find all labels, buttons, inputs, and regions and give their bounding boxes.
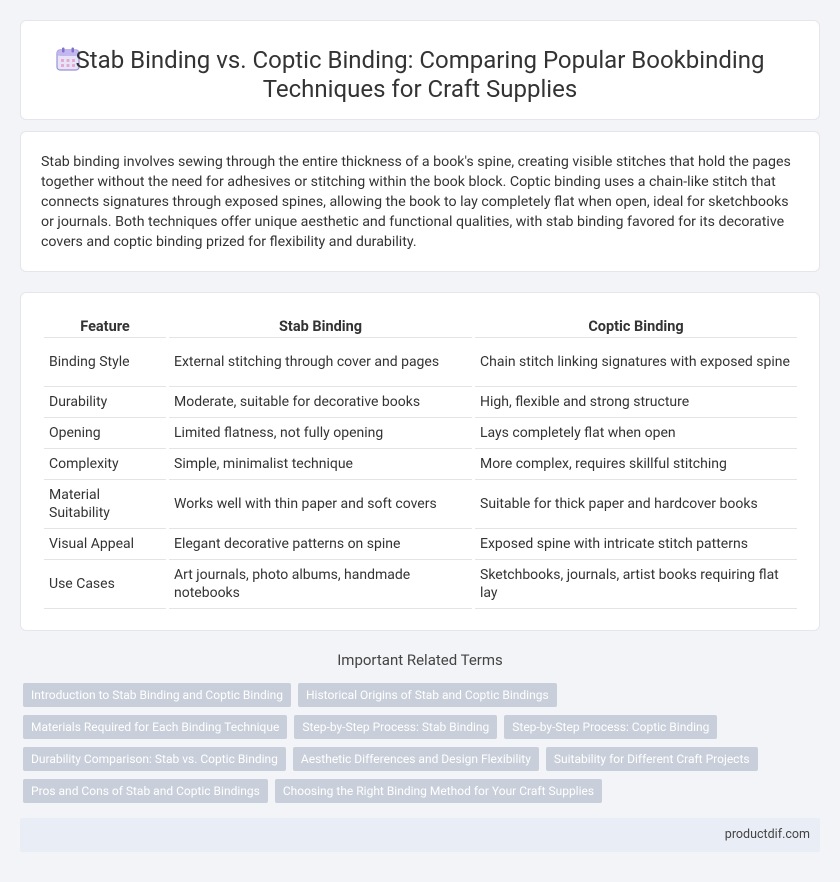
related-term-tag[interactable]: Introduction to Stab Binding and Coptic Binding <box>23 683 291 707</box>
table-cell-feature: Durability <box>44 387 166 418</box>
footer-bar <box>20 818 820 852</box>
header-feature: Feature <box>44 313 166 338</box>
related-term-tag[interactable]: Pros and Cons of Stab and Coptic Bindings <box>23 779 268 803</box>
page-title-line-1: Stab Binding vs. Coptic Binding: Comparing Popular Bookbinding <box>75 46 765 74</box>
table-cell-stab: Elegant decorative patterns on spine <box>169 529 472 560</box>
related-terms-list <box>23 683 813 811</box>
table-cell-coptic: Chain stitch linking signatures with exposed spine <box>475 338 797 387</box>
intro-paragraph: Stab binding involves sewing through the entire thickness of a book's spine, creating visible stitches that hold the pages together without the need for adhesives or stitching within the book block. Coptic binding uses a chain-like stitch that connects signatures through exposed spines, allowing the book to lay completely flat when open, ideal for sketchbooks or journals. Both techniques offer unique aesthetic and functional qualities, with stab binding favored for its decorative covers and coptic binding prized for flexibility and durability. <box>41 154 791 250</box>
table-header-row <box>44 313 797 338</box>
table-cell-coptic: Suitable for thick paper and hardcover books <box>475 480 797 529</box>
table-cell-stab: Simple, minimalist technique <box>169 449 472 480</box>
page-title <box>21 46 819 104</box>
table-row <box>44 449 797 480</box>
table-cell-stab: External stitching through cover and pages <box>169 338 472 387</box>
table-cell-stab: Limited flatness, not fully opening <box>169 418 472 449</box>
table-cell-feature: Binding Style <box>44 338 166 387</box>
table-cell-stab: Moderate, suitable for decorative books <box>169 387 472 418</box>
header-stab-binding: Stab Binding <box>169 313 472 338</box>
page-title-line-2: Techniques for Craft Supplies <box>262 75 578 103</box>
comparison-table <box>41 313 800 609</box>
related-term-tag[interactable]: Aesthetic Differences and Design Flexibility <box>293 747 539 771</box>
header-card <box>20 20 820 120</box>
related-term-tag[interactable]: Step-by-Step Process: Coptic Binding <box>504 715 717 739</box>
table-row <box>44 418 797 449</box>
table-row <box>44 529 797 560</box>
table-cell-feature: Complexity <box>44 449 166 480</box>
table-cell-coptic: More complex, requires skillful stitching <box>475 449 797 480</box>
related-term-tag[interactable]: Durability Comparison: Stab vs. Coptic Binding <box>23 747 286 771</box>
header-coptic-binding: Coptic Binding <box>475 313 797 338</box>
table-cell-feature: Opening <box>44 418 166 449</box>
table-row <box>44 338 797 387</box>
related-terms-title: Important Related Terms <box>337 651 503 669</box>
table-row <box>44 387 797 418</box>
table-cell-feature: Material Suitability <box>44 480 166 529</box>
table-row <box>44 480 797 529</box>
table-cell-coptic: High, flexible and strong structure <box>475 387 797 418</box>
table-cell-stab: Art journals, photo albums, handmade notebooks <box>169 560 472 609</box>
related-term-tag[interactable]: Step-by-Step Process: Stab Binding <box>294 715 497 739</box>
table-cell-coptic: Exposed spine with intricate stitch patterns <box>475 529 797 560</box>
table-cell-stab: Works well with thin paper and soft covers <box>169 480 472 529</box>
related-term-tag[interactable]: Choosing the Right Binding Method for Your Craft Supplies <box>275 779 602 803</box>
intro-card <box>20 131 820 272</box>
comparison-table-card <box>20 292 820 631</box>
table-cell-feature: Visual Appeal <box>44 529 166 560</box>
related-term-tag[interactable]: Suitability for Different Craft Projects <box>546 747 758 771</box>
footer-site-link[interactable]: productdif.com <box>724 827 810 842</box>
table-cell-coptic: Sketchbooks, journals, artist books requiring flat lay <box>475 560 797 609</box>
table-cell-coptic: Lays completely flat when open <box>475 418 797 449</box>
table-cell-feature: Use Cases <box>44 560 166 609</box>
related-term-tag[interactable]: Materials Required for Each Binding Technique <box>23 715 287 739</box>
table-row <box>44 560 797 609</box>
related-term-tag[interactable]: Historical Origins of Stab and Coptic Bindings <box>298 683 557 707</box>
